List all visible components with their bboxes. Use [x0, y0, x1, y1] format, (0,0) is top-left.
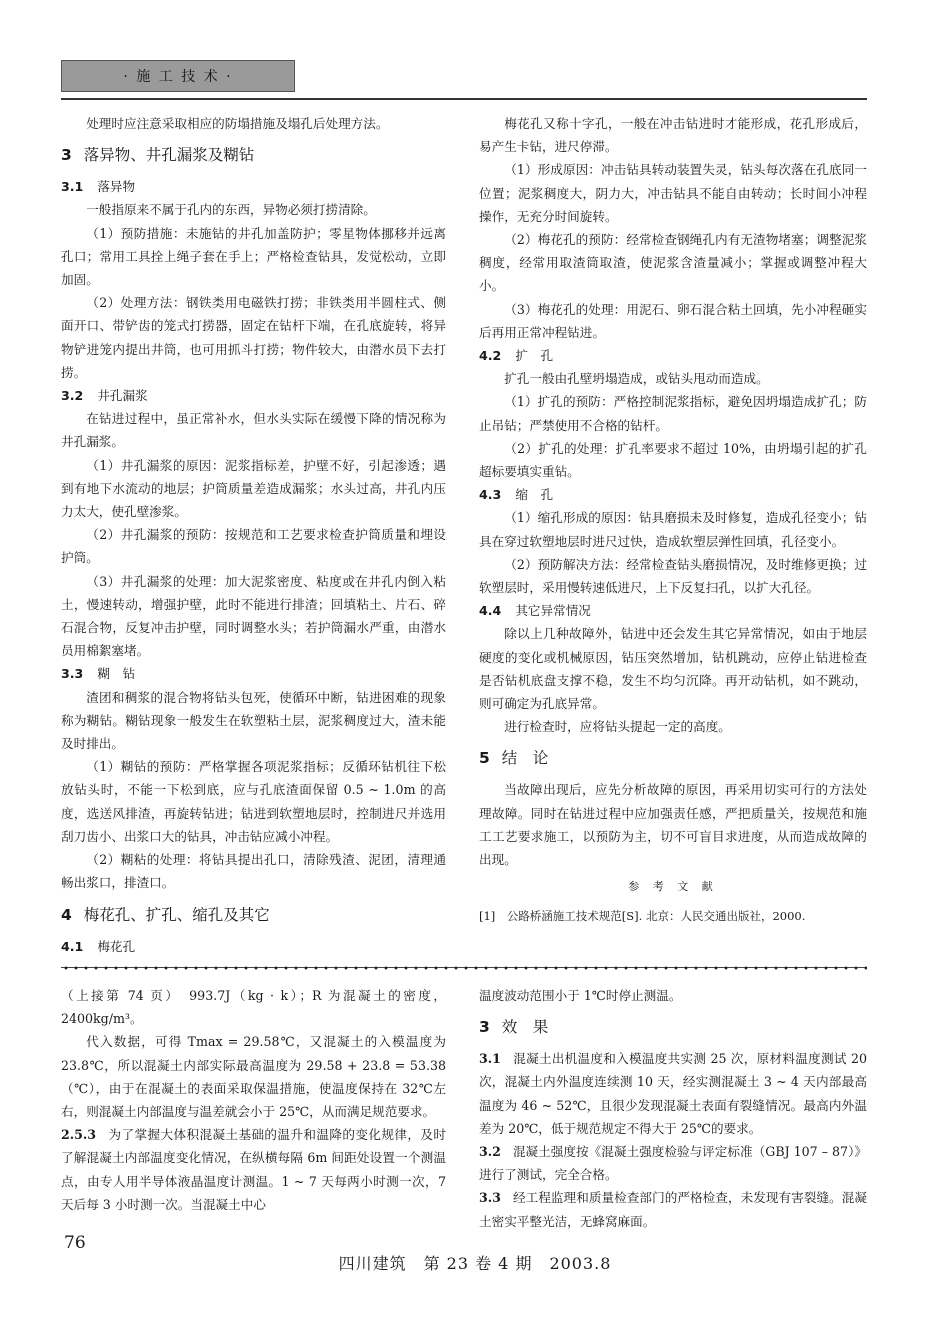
- paragraph: 当故障出现后，应先分析故障的原因，再采用切实可行的方法处理故障。同时在钻进过程中应加强责任感，严把质量关，按规范和施工工艺要求施工，以预防为主，切不可盲目求进度，从而造成故障的出现。: [479, 782, 867, 868]
- page-number: 76: [64, 1233, 86, 1253]
- paragraph: 代入数据，可得 Tmax = 29.58℃，又混凝土的入模温度为 23.8℃，所以混凝土内部实际最高温度为 29.58 + 23.8 = 53.38（℃），由于在混凝土的表面采取保温措施，使温度保持在 32℃左右，则混凝土内部温度与温差就会小于 25℃，从而满足规范要求。: [61, 1034, 446, 1120]
- subsection-3-2: 3.2 混凝土强度按《混凝土强度检验与评定标准（GBJ 107 – 87）》进行了测试，完全合格。: [479, 1144, 867, 1183]
- paragraph: 在钻进过程中，虽正常补水，但水头实际在缓慢下降的情况称为井孔漏浆。: [61, 411, 446, 450]
- paragraph: （3）井孔漏浆的处理：加大泥浆密度、粘度或在井孔内倒入粘土，慢速转动，增强护壁，此时不能进行排渣；回填粘土、片石、碎石混合物，反复冲击护壁，同时调整水头；若护筒漏水严重，由潜水员用棉絮塞堵。: [61, 573, 446, 659]
- paragraph: 渣团和稠浆的混合物将钻头包死，使循环中断，钻进困难的现象称为糊钻。糊钻现象一般发生在软塑粘土层，泥浆稠度过大，渣未能及时排出。: [61, 689, 446, 752]
- paragraph: 处理时应注意采取相应的防塌措施及塌孔后处理方法。: [86, 116, 389, 131]
- paragraph: （2）梅花孔的预防：经常检查钢绳孔内有无渣物堵塞；调整泥浆稠度，经常用取渣筒取渣，使泥浆含渣量减小；掌握或调整冲程大小。: [479, 232, 867, 294]
- paragraph: 扩孔一般由孔壁坍塌造成，或钻头甩动而造成。: [504, 371, 769, 387]
- paragraph: 一般指原来不属于孔内的东西，异物必须打捞清除。: [86, 202, 376, 218]
- section-heading-4: 4 梅花孔、扩孔、缩孔及其它: [61, 905, 270, 924]
- subsection-heading-3-3: 3.3 糊 钻: [61, 666, 136, 682]
- subsection-heading-3-1: 3.1 落异物: [61, 179, 136, 195]
- subsection-3-1: 3.1 混凝土出机温度和入模温度共实测 25 次，原材料温度测试 20 次，混凝土内外温度连续测 10 天，经实测混凝土 3 ~ 4 天内部最高温度为 46 ~ 52℃，且很少发现混凝土表面有裂缝情况。最高内外温差为 20℃，低于规范规定不得大于 25℃的要求。: [479, 1051, 867, 1136]
- subsection-2-5-3: 2.5.3 为了掌握大体积混凝土基础的温升和温降的变化规律，及时了解混凝土内部温度变化情况，在纵横每隔 6m 间距处设置一个测温点，由专人用半导体液晶温度计测温。1 ~ 7 天每两小时测一次，7 天后每 3 小时测一次。当混凝土中心: [61, 1127, 446, 1212]
- section-heading-5: 5 结 论: [479, 749, 549, 768]
- dotted-divider: [61, 965, 867, 971]
- paragraph: 除以上几种故障外，钻进中还会发生其它异常情况，如由于地层硬度的变化或机械原因，钻压突然增加，钻机跳动，应停止钻进检查是否钻机底盘支撑不稳，发生不均匀沉降。再开动钻机，如不跳动，则可确定为孔底异常。: [479, 626, 867, 712]
- subsection-heading-3-2: 3.2 井孔漏浆: [61, 388, 148, 404]
- paragraph: 梅花孔又称十字孔，一般在冲击钻进时才能形成，花孔形成后，易产生卡钻，进尺停滞。: [479, 116, 867, 155]
- references-heading: 参 考 文 献: [628, 880, 718, 894]
- subsection-heading-4-4: 4.4 其它异常情况: [479, 603, 591, 619]
- paragraph: （1）缩孔形成的原因：钻具磨损未及时修复，造成孔径变小；钻具在穿过软塑地层时进尺过快，造成软塑层弹性回填，孔径变小。: [479, 510, 867, 549]
- paragraph: （1）预防措施：未施钻的井孔加盖防护；零星物体挪移并远离孔口；常用工具拴上绳子套在手上；严格检查钻具，发觉松动，立即加固。: [61, 225, 446, 288]
- subsection-3-3: 3.3 经工程监理和质量检查部门的严格检查，未发现有害裂缝。混凝土密实平整光洁，无蜂窝麻面。: [479, 1190, 867, 1229]
- upper-left-column: [61, 112, 446, 958]
- paragraph: （2）扩孔的处理：扩孔率要求不超过 10%，由坍塌引起的扩孔超标要填实重钻。: [479, 440, 867, 480]
- lower-left-column: [61, 984, 446, 1216]
- paragraph: （3）梅花孔的处理：用泥石、卵石混合粘土回填，先小冲程砸实后再用正常冲程钻进。: [479, 301, 867, 340]
- paragraph: （2）预防解决方法：经常检查钻头磨损情况，及时维修更换；过软塑层时，采用慢转速低进尺，上下反复扫孔，以扩大孔径。: [479, 556, 867, 596]
- paragraph: （2）糊粘的处理：将钻具提出孔口，清除残渣、泥团，清理通畅出浆口，排渣口。: [61, 852, 446, 891]
- reference-item: [1] 公路桥涵施工技术规范[S]. 北京：人民交通出版社，2000.: [479, 908, 806, 923]
- paragraph: （1）形成原因：冲击钻具转动装置失灵，钻头每次落在孔底同一位置；泥浆稠度大，阴力大，冲击钻具不能自由转动；长时间小冲程操作，无充分时间旋转。: [479, 162, 867, 224]
- subsection-heading-4-1: 4.1 梅花孔: [61, 938, 136, 954]
- paragraph: （1）井孔漏浆的原因：泥浆指标差，护壁不好，引起渗透；遇到有地下水流动的地层；护筒质量差造成漏浆；水头过高，井孔内压力太大，使孔壁渗浆。: [61, 457, 446, 520]
- section-heading-3-results: 3 效 果: [479, 1018, 549, 1037]
- subsection-heading-4-3: 4.3 缩 孔: [479, 487, 554, 503]
- paragraph: 温度波动范围小于 1℃时停止测温。: [479, 988, 682, 1003]
- section-label-box: [61, 60, 295, 92]
- section-heading-3: 3 落异物、井孔漏浆及糊钻: [61, 146, 255, 165]
- paragraph: （1）扩孔的预防：严格控制泥浆指标，避免因坍塌造成扩孔；防止吊钻；严禁使用不合格的钻杆。: [479, 394, 867, 433]
- paragraph: （2）井孔漏浆的预防：按规范和工艺要求检查护筒质量和埋设护筒。: [61, 527, 446, 566]
- paragraph: （上接第 74 页） 993.7J（kg · k）；R 为混凝土的密度，2400kg/m³。: [61, 988, 446, 1027]
- journal-footer: 四川建筑 第 23 卷 4 期 2003.8: [338, 1254, 612, 1273]
- paragraph: 进行检查时，应将钻头提起一定的高度。: [504, 719, 731, 735]
- header-rule: [61, 98, 867, 100]
- subsection-heading-4-2: 4.2 扩 孔: [479, 348, 554, 364]
- paragraph: （1）糊钻的预防：严格掌握各项泥浆指标；反循环钻机往下松放钻头时，不能一下松到底，应与孔底渣面保留 0.5 ~ 1.0m 的高度，选送风排渣，再旋转钻进；钻进到软塑地层时，控制进尺并选用刮刀齿小、出浆口大的钻具，冲击钻应减小冲程。: [61, 759, 446, 844]
- lower-right-column: [479, 984, 867, 1233]
- upper-right-column: [479, 112, 867, 928]
- section-label: · 施 工 技 术 ·: [123, 69, 233, 85]
- paragraph: （2）处理方法：钢铁类用电磁铁打捞；非铁类用半圆柱式、侧面开口、带铲齿的笼式打捞器，固定在钻杆下端，在孔底旋转，将异物铲进笼内提出井筒，也可用抓斗打捞；物件较大，由潜水员下去打捞。: [61, 295, 446, 380]
